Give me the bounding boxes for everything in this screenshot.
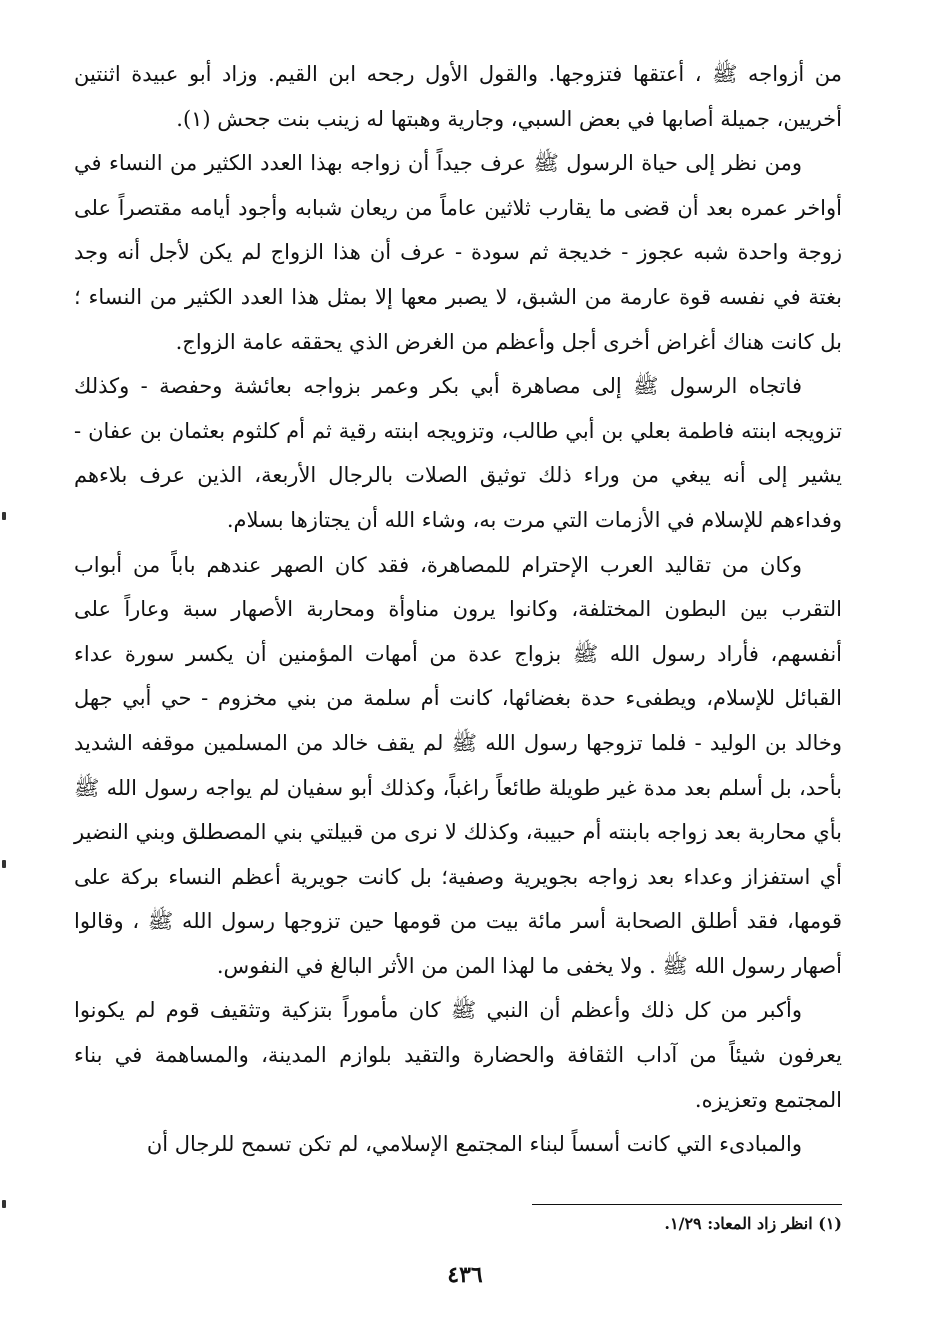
paragraph-4: وكان من تقاليد العرب الإحترام للمصاهرة، فقد كان الصهر عندهم باباً من أبواب التقرب بين البطون المختلفة، وكانوا يرون مناوأة ومحاربة الأصهار سبة وعاراً على أنفسهم، فأراد رسول الله ﷺ بزواج عدة من أمهات المؤمنين أن يكسر سورة عداء القبائل للإسلام، ويطفىء حدة بغضائها، كانت أم سلمة من بني مخزوم - حي أبي جهل وخالد بن الوليد - فلما تزوجها رسول الله ﷺ لم يقف خالد من المسلمين موقفه الشديد بأحد، بل أسلم بعد مدة غير طويلة طائعاً راغباً، وكذلك أبو سفيان لم يواجه رسول الله ﷺ بأي محاربة بعد زواجه بابنته أم حبيبة، وكذلك لا نرى من قبيلتي بني المصطلق وبني النضير أي استفزاز وعداء بعد زواجه بجويرية وصفية؛ بل كانت جويرية أعظم النساء بركة على قومها، فقد أطلق الصحابة أسر مائة بيت من قومها حين تزوجها رسول الله ﷺ ، وقالوا أصهار رسول الله ﷺ . ولا يخفى ما لهذا المن من الأثر البالغ في النفوس.: [74, 552, 842, 978]
paragraph-3: فاتجاه الرسول ﷺ إلى مصاهرة أبي بكر وعمر بزواجه بعائشة وحفصة - وكذلك تزويجه ابنته فاطمة بعلي بن أبي طالب، وتزويجه ابنته رقية ثم أم كلثوم بعثمان بن عفان - يشير إلى أنه يبغي من وراء ذلك توثيق الصلات بالرجال الأربعة، الذين عرف بلاءهم وفداءهم للإسلام في الأزمات التي مرت به، وشاء الله أن يجتازها بسلام.: [74, 374, 842, 532]
paragraph-5: وأكبر من كل ذلك وأعظم أن النبي ﷺ كان مأموراً بتزكية وتثقيف قوم لم يكونوا يعرفون شيئاً من آداب الثقافة والحضارة والتقيد بلوازم المدينة، والمساهمة في بناء المجتمع وتعزيزه.: [74, 998, 842, 1112]
footnote: (١) انظر زاد المعاد: ١/٢٩.: [664, 1214, 842, 1233]
scan-speck-left-middle: [2, 860, 6, 868]
footnote-divider: [532, 1204, 842, 1205]
scan-speck-left-top: [2, 512, 6, 520]
scan-speck-left-bottom: [2, 1200, 6, 1208]
paragraph-1: من أزواجه ﷺ ، أعتقها فتزوجها. والقول الأول رجحه ابن القيم. وزاد أبو عبيدة اثنتين أخريين، جميلة أصابها في بعض السبي، وجارية وهبتها له زينب بنت جحش (١).: [74, 62, 842, 131]
body-text: [74, 52, 842, 1167]
page-number: ٤٣٦: [447, 1262, 483, 1288]
paragraph-2: ومن نظر إلى حياة الرسول ﷺ عرف جيداً أن زواجه بهذا العدد الكثير من النساء في أواخر عمره بعد أن قضى ما يقارب ثلاثين عاماً من ريعان شبابه وأجود أيامه مقتصراً على زوجة واحدة شبه عجوز - خديجة ثم سودة - عرف أن هذا الزواج لم يكن لأجل أنه وجد بغتة في نفسه قوة عارمة من الشبق، لا يصبر معها إلا بمثل هذا العدد الكثير من النساء ؛ بل كانت هناك أغراض أخرى أجل وأعظم من الغرض الذي يحققه عامة الزواج.: [74, 151, 842, 354]
paragraph-6: والمبادىء التي كانت أسساً لبناء المجتمع الإسلامي، لم تكن تسمح للرجال أن: [146, 1132, 802, 1157]
